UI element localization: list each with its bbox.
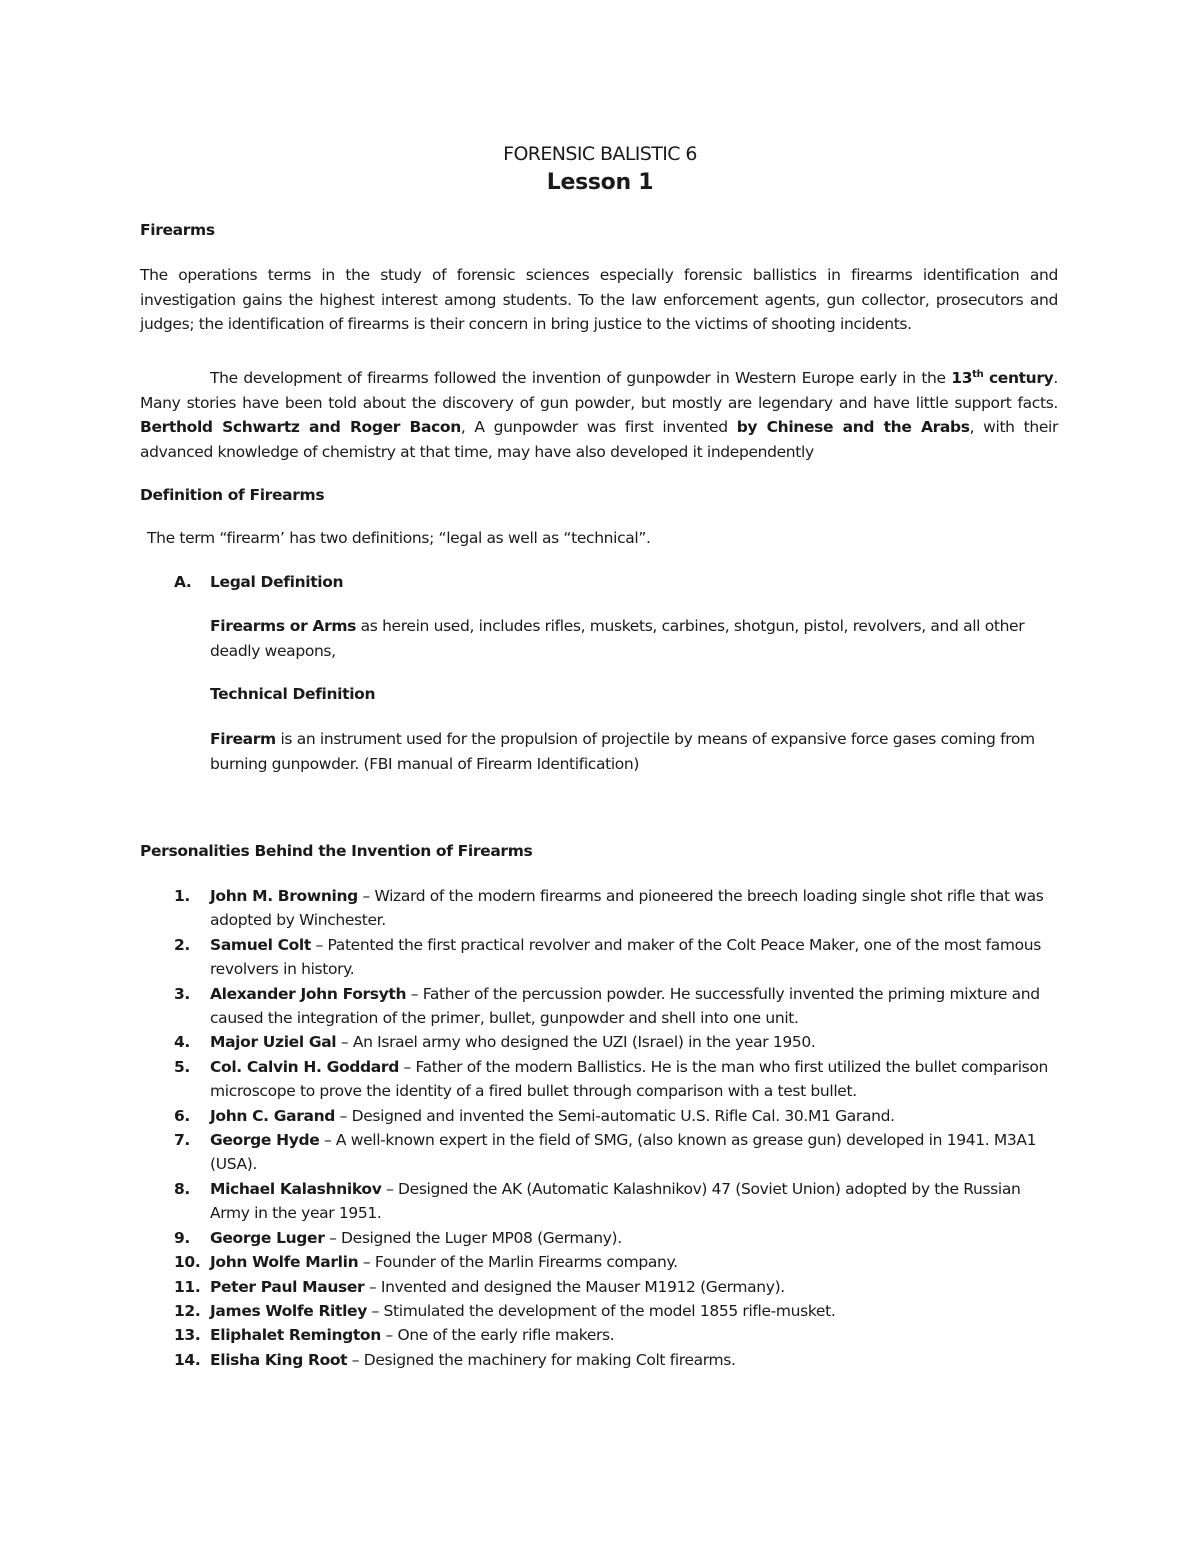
- technical-definition-heading: Technical Definition: [210, 685, 376, 703]
- list-item: 14. Elisha King Root – Designed the machinery for making Colt firearms.: [174, 1350, 736, 1369]
- firearms-heading: Firearms: [140, 221, 215, 239]
- list-item: 4. Major Uziel Gal – An Israel army who designed the UZI (Israel) in the year 1950.: [174, 1033, 816, 1052]
- list-item: 6. John C. Garand – Designed and invented the Semi-automatic U.S. Rifle Cal. 30.M1 Garand.: [174, 1106, 895, 1125]
- list-item: 10. John Wolfe Marlin – Founder of the Marlin Firearms company.: [174, 1253, 678, 1272]
- technical-definition-text: Firearm is an instrument used for the propulsion of projectile by means of expansive force gases coming from burning gunpowder. (FBI manual of Firearm Identification): [210, 730, 1035, 773]
- development-paragraph: The development of firearms followed the invention of gunpowder in Western Europe early in the 13th century. Many stories have been told about the discovery of gun powder, but mostly are legendary and have little support facts. Berthold Schwartz and Roger Bacon, A gunpowder was first invented by Chinese and the Arabs, with their advanced knowledge of chemistry at that time, may have also developed it independently: [140, 369, 1058, 461]
- legal-definition-heading: Legal Definition: [210, 573, 344, 591]
- course-title: FORENSIC BALISTIC 6: [503, 143, 697, 165]
- firearms-paragraph: The operations terms in the study of forensic sciences especially forensic ballistics in firearms identification and investigation gains the highest interest among students. To the law enforcement agents, gun collector, prosecutors and judges; the identification of firearms is their concern in bring justice to the victims of shooting incidents.: [140, 266, 1058, 333]
- list-item: 7. George Hyde – A well-known expert in the field of SMG, (also known as grease gun) developed in 1941. M3A1 (USA).: [174, 1131, 1037, 1174]
- list-item: 9. George Luger – Designed the Luger MP08 (Germany).: [174, 1228, 622, 1247]
- list-item: 1. John M. Browning – Wizard of the modern firearms and pioneered the breech loading single shot rifle that was adopted by Winchester.: [174, 887, 1044, 930]
- definition-heading: Definition of Firearms: [140, 486, 325, 504]
- lesson-title: Lesson 1: [546, 170, 654, 195]
- personalities-heading: Personalities Behind the Invention of Firearms: [140, 842, 533, 860]
- list-item: 5. Col. Calvin H. Goddard – Father of the modern Ballistics. He is the man who first utilized the bullet comparison microscope to prove the identity of a fired bullet through comparison with a test bullet.: [174, 1057, 1048, 1101]
- list-item: 13. Eliphalet Remington – One of the early rifle makers.: [174, 1326, 615, 1345]
- list-item: 3. Alexander John Forsyth – Father of the percussion powder. He successfully invented the priming mixture and caused the integration of the primer, bullet, gunpowder and shell into one unit.: [174, 984, 1040, 1028]
- list-item: 8. Michael Kalashnikov – Designed the AK (Automatic Kalashnikov) 47 (Soviet Union) adopted by the Russian Army in the year 1951.: [174, 1179, 1021, 1223]
- personalities-list: [0, 884, 1200, 1372]
- legal-marker: A.: [174, 573, 192, 591]
- list-item: 11. Peter Paul Mauser – Invented and designed the Mauser M1912 (Germany).: [174, 1277, 785, 1296]
- list-item: 12. James Wolfe Ritley – Stimulated the development of the model 1855 rifle-musket.: [174, 1301, 836, 1320]
- definition-intro: The term “firearm’ has two definitions; “legal as well as “technical”.: [147, 529, 651, 547]
- list-item: 2. Samuel Colt – Patented the first practical revolver and maker of the Colt Peace Maker, one of the most famous revolvers in history.: [174, 935, 1041, 979]
- legal-definition-text: Firearms or Arms as herein used, includes rifles, muskets, carbines, shotgun, pistol, revolvers, and all other deadly weapons,: [210, 617, 1025, 660]
